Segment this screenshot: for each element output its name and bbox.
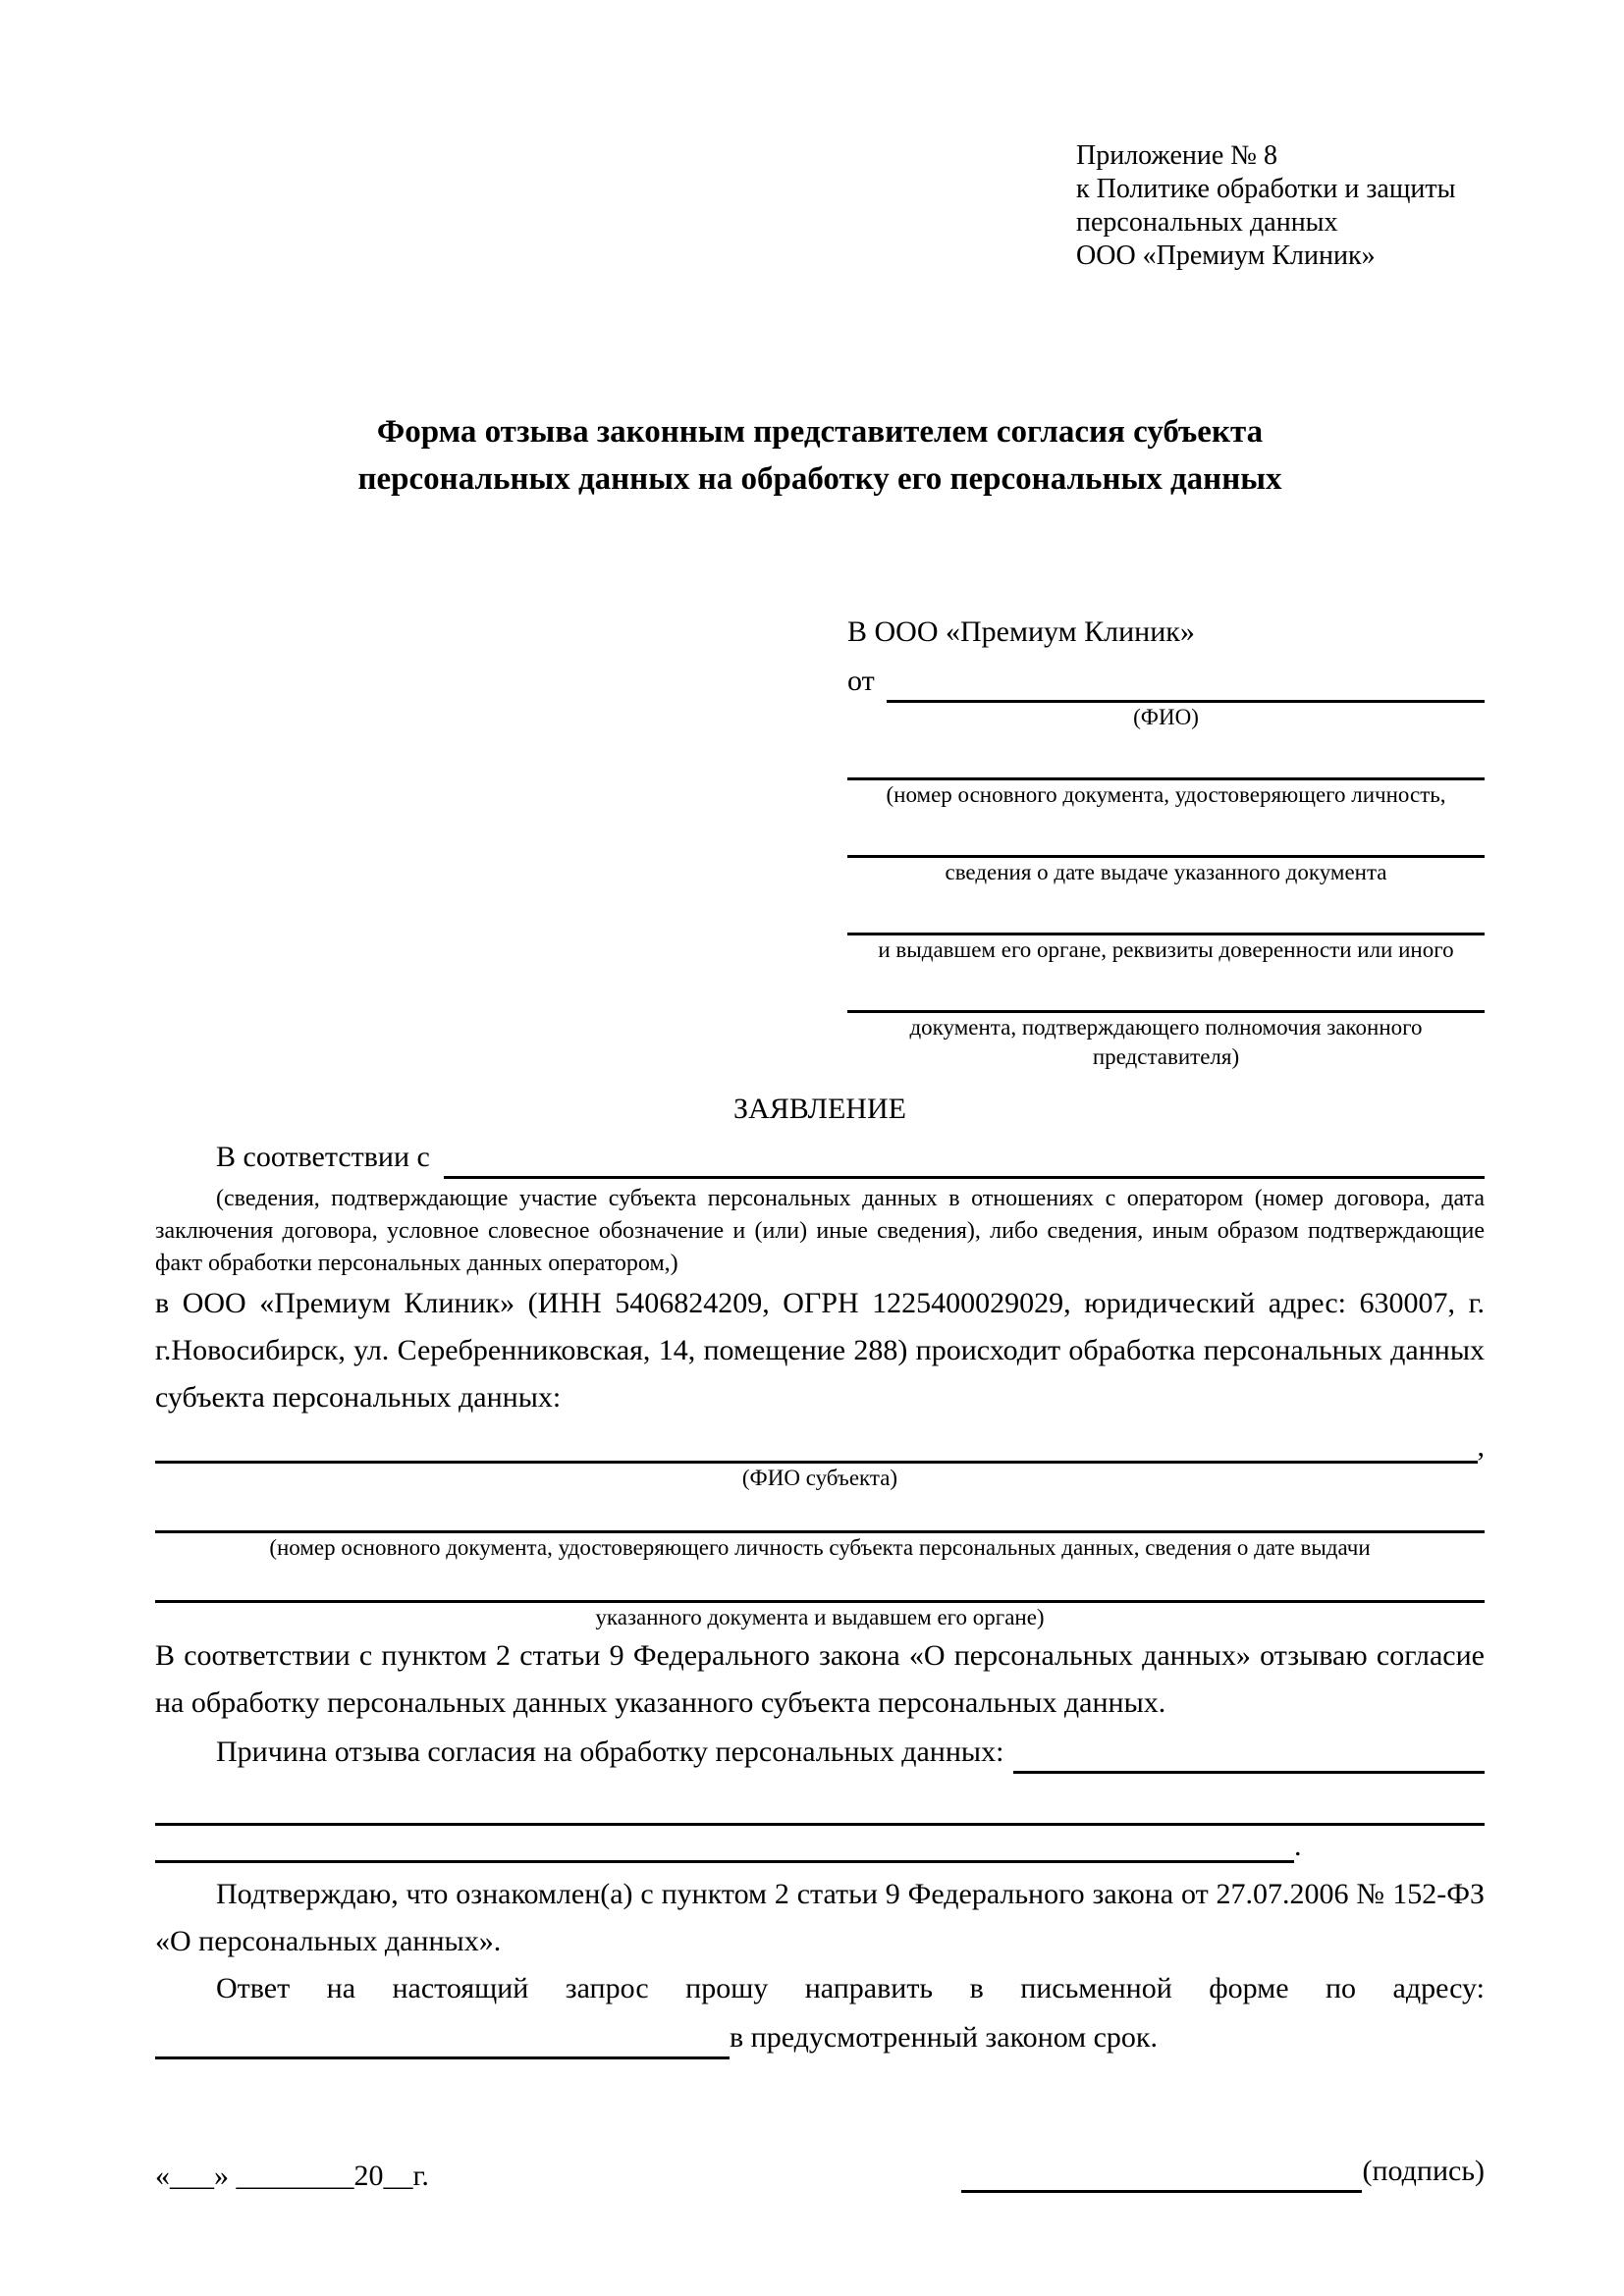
page-title [155, 408, 1485, 503]
subject-fio-caption: (ФИО субъекта) [741, 1466, 898, 1490]
response-paragraph: Ответ на настоящий запрос прошу направить в письменной форме по адресу: [216, 1972, 1485, 2004]
doc-caption-3: и выдавшем его органе, реквизиты доверенности или иного [878, 937, 1454, 962]
basis-label: В соответствии с [216, 1141, 430, 1173]
doc-caption-2: сведения о дате выдаче указанного документа [945, 860, 1387, 884]
subject-doc-field-1 [155, 1493, 1485, 1533]
reason-row [155, 1727, 1485, 1774]
subject-line-comma: , [1477, 1430, 1485, 1463]
doc-field-2 [847, 810, 1485, 858]
from-row [847, 656, 1485, 703]
doc-caption-1: (номер основного документа, удостоверяющего личность, [886, 782, 1446, 807]
subject-fio-field [155, 1421, 1478, 1464]
fio-field [887, 661, 1485, 703]
appendix-line: к Политике обработки и защиты [1076, 174, 1456, 204]
reason-field-line3 [155, 1823, 1294, 1863]
basis-note: (сведения, подтверждающие участие субъекта персональных данных в отношениях с оператором (номер договора, дата заключения договора, условное словесное обозначение и (или) иные сведения), либо сведения, иным образом подтверждающие факт обработки персональных данных оператором,) [155, 1186, 1485, 1276]
subject-doc-field-2 [155, 1563, 1485, 1603]
withdraw-paragraph: В соответствии с пунктом 2 статьи 9 Федерального закона «О персональных данных» отзываю согласие на обработку персональных данных указанного субъекта персональных данных. [155, 1639, 1485, 1719]
doc-caption-4: документа, подтверждающего полномочия законного представителя) [909, 1015, 1423, 1069]
addressee-block [847, 609, 1485, 1072]
addressee-to: В ООО «Премиум Клиник» [847, 615, 1195, 648]
appendix-line: Приложение № 8 [1076, 140, 1277, 171]
page-title-line: персональных данных на обработку его персональных данных [357, 461, 1282, 497]
reason-label: Причина отзыва согласия на обработку персональных данных: [216, 1735, 1004, 1768]
reason-line-period: . [1294, 1830, 1302, 1862]
signature-group [961, 2150, 1485, 2193]
doc-field-1 [847, 732, 1485, 780]
date-line: «___» ________20__г. [155, 2160, 429, 2192]
doc-field-3 [847, 887, 1485, 935]
appendix-line: персональных данных [1076, 207, 1338, 238]
basis-field [444, 1137, 1485, 1179]
response-suffix: в предусмотренный законом срок. [730, 2021, 1158, 2054]
page-title-line: Форма отзыва законным представителем согласия субъекта [376, 414, 1264, 450]
reason-field [1013, 1732, 1485, 1774]
reason-row-line3 [155, 1826, 1485, 1863]
appendix-line: ООО «Премиум Клиник» [1076, 240, 1376, 271]
subject-doc-caption-2: указанного документа и выдавшем его органе) [595, 1605, 1045, 1629]
fio-caption: (ФИО) [1133, 705, 1199, 729]
from-label: от [847, 665, 875, 697]
doc-field-4 [847, 965, 1485, 1013]
operator-paragraph: в ООО «Премиум Клиник» (ИНН 5406824209, ОГРН 1225400029029, юридический адрес: 630007, г. г.Новосибирск, ул. Серебренниковская, 14, помещение 288) происходит обработка персональных данных субъекта персональных данных: [155, 1287, 1485, 1414]
reason-field-line2 [155, 1774, 1485, 1826]
footer-row [155, 2150, 1485, 2193]
statement-heading: ЗАЯВЛЕНИЕ [733, 1093, 906, 1125]
address-field [155, 2017, 730, 2059]
basis-row [155, 1132, 1485, 1179]
response-address-row [155, 2012, 1485, 2059]
confirm-paragraph: Подтверждаю, что ознакомлен(а) с пунктом 2 статьи 9 Федерального закона от 27.07.2006 № 152-ФЗ «О персональных данных». [155, 1878, 1485, 1957]
subject-fio-row [155, 1421, 1485, 1464]
appendix-block [1076, 139, 1485, 273]
signature-caption: (подпись) [1362, 2155, 1485, 2187]
subject-doc-caption-1: (номер основного документа, удостоверяющего личность субъекта персональных данных, сведения о дате выдачи [269, 1535, 1371, 1560]
signature-field [961, 2151, 1362, 2193]
